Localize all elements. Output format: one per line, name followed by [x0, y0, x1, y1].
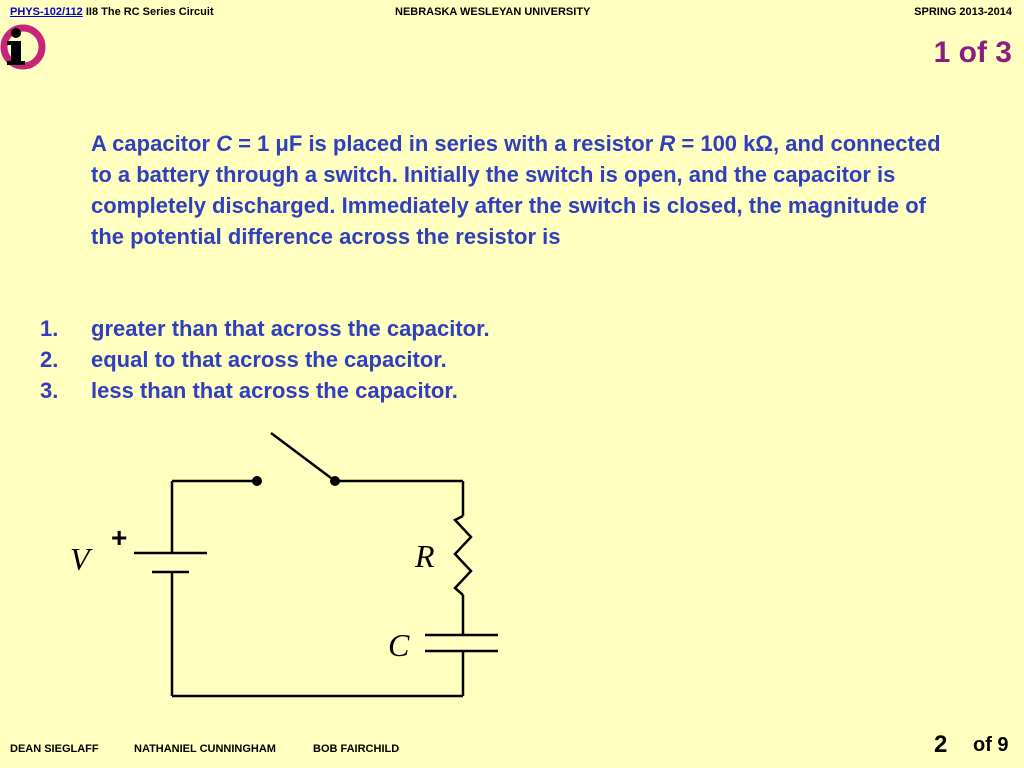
option-number: 2. [40, 347, 59, 372]
option-number: 3. [40, 378, 59, 403]
option-text: equal to that across the capacitor. [91, 347, 447, 372]
slide-number: 2 [934, 731, 948, 758]
resistor-symbol: R [659, 131, 676, 156]
option-text: less than that across the capacitor. [91, 378, 458, 403]
slide-total: of 9 [973, 734, 1009, 756]
option-text: greater than that across the capacitor. [91, 316, 490, 341]
question-part2: = 1 μF is placed in series with a resistor [232, 131, 660, 156]
question-part3: = 100 kΩ, and connected to a battery through a switch. Initially the switch is open, and the capacitor is completely discharged. Immediately after the switch is closed, the magnitude of the potential difference across the resistor is [91, 131, 941, 249]
term-label: SPRING 2013-2014 [914, 6, 1012, 18]
question-part1: A capacitor [91, 131, 217, 156]
battery-label: V [70, 541, 90, 577]
capacitor-symbol: C [216, 131, 233, 156]
switch-contact-left [252, 476, 262, 486]
switch-contact-right [330, 476, 340, 486]
capacitor-label: C [388, 627, 410, 663]
switch-blade [271, 433, 335, 481]
battery-plus-sign: + [111, 522, 128, 553]
footer-author-1: DEAN SIEGLAFF [10, 743, 99, 755]
footer-author-3: BOB FAIRCHILD [313, 743, 400, 755]
footer-author-2: NATHANIEL CUNNINGHAM [134, 743, 276, 755]
resistor-zigzag [455, 516, 471, 595]
resistor-label: R [415, 538, 435, 574]
university-name: NEBRASKA WESLEYAN UNIVERSITY [395, 6, 591, 18]
course-link[interactable]: PHYS-102/112 [10, 6, 83, 18]
topic-title: II8 The RC Series Circuit [85, 6, 214, 18]
option-number: 1. [40, 316, 59, 341]
question-counter: 1 of 3 [933, 36, 1012, 69]
